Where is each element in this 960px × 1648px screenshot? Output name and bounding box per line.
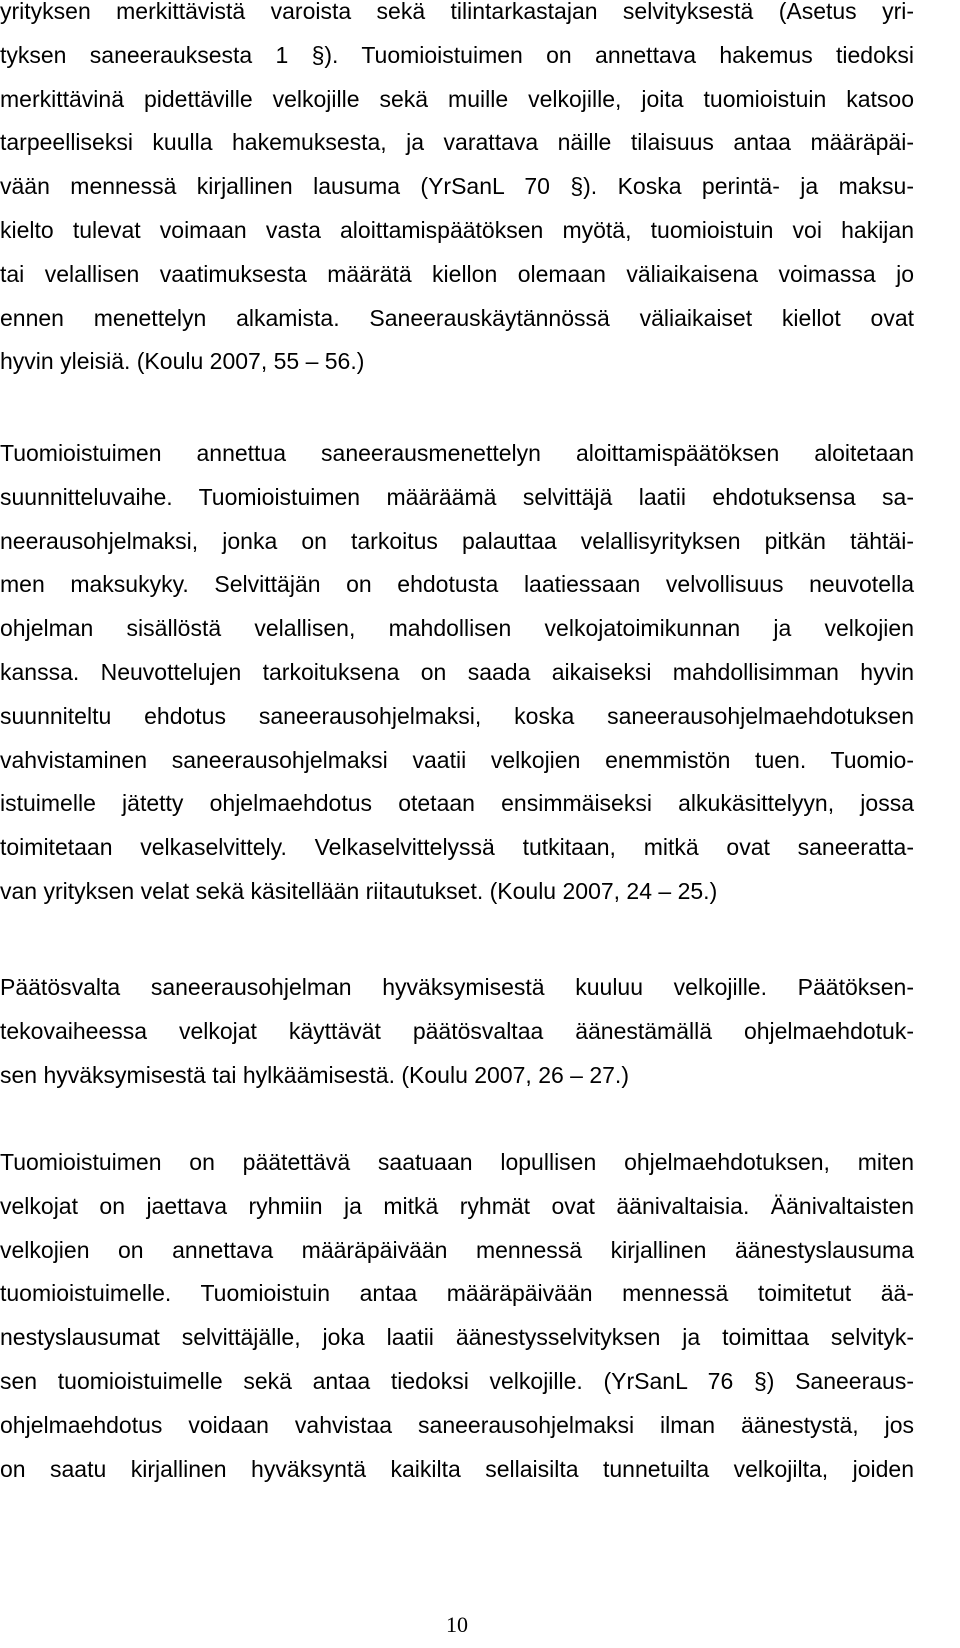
text-line: Tuomioistuimen on päätettävä saatuaan lopullisen ohjelmaehdotuksen, miten xyxy=(0,1149,914,1175)
text-line: kielto tulevat voimaan vasta aloittamispäätöksen myötä, tuomioistuin voi hakijan xyxy=(0,216,914,243)
paragraph-1 xyxy=(0,0,914,384)
text-line: neerausohjelmaksi, jonka on tarkoitus palauttaa velallisyrityksen pitkän tähtäi- xyxy=(0,527,914,554)
text-line: ohjelman sisällöstä velallisen, mahdollisen velkojatoimikunnan ja velkojien xyxy=(0,615,914,642)
text-line: sen tuomioistuimelle sekä antaa tiedoksi velkojille. (YrSanL 76 §) Saneeraus- xyxy=(0,1367,914,1394)
text-line: hyvin yleisiä. (Koulu 2007, 55 – 56.) xyxy=(0,348,365,375)
text-line: on saatu kirjallinen hyväksyntä kaikilta sellaisilta tunnetuilta velkojilta, joiden xyxy=(0,1455,914,1482)
text-line: velkojat on jaettava ryhmiin ja mitkä ryhmät ovat äänivaltaisia. Äänivaltaisten xyxy=(0,1192,914,1219)
paragraph-3 xyxy=(0,966,914,1097)
text-line: yrityksen merkittävistä varoista sekä tilintarkastajan selvityksestä (Asetus yri- xyxy=(0,0,914,24)
text-line: van yrityksen velat sekä käsitellään riitautukset. (Koulu 2007, 24 – 25.) xyxy=(0,877,718,904)
text-line: toimitetaan velkaselvittely. Velkaselvittelyssä tutkitaan, mitkä ovat saneeratta- xyxy=(0,834,914,861)
text-line: vään mennessä kirjallinen lausuma (YrSanL 70 §). Koska perintä- ja maksu- xyxy=(0,173,914,200)
text-line: merkittävinä pidettäville velkojille sekä muille velkojille, joita tuomioistuin katsoo xyxy=(0,85,914,112)
text-line: suunnitteluvaihe. Tuomioistuimen määräämä selvittäjä laatii ehdotuksensa sa- xyxy=(0,483,914,510)
text-line: istuimelle jätetty ohjelmaehdotus otetaan ensimmäiseksi alkukäsittelyyn, jossa xyxy=(0,790,914,817)
text-line: tyksen saneerauksesta 1 §). Tuomioistuimen on annettava hakemus tiedoksi xyxy=(0,41,914,68)
text-line: nestyslausumat selvittäjälle, joka laatii äänestysselvityksen ja toimittaa selvityk- xyxy=(0,1324,914,1351)
text-line: tai velallisen vaatimuksesta määrätä kiellon olemaan väliaikaisena voimassa jo xyxy=(0,260,914,287)
paragraph-4 xyxy=(0,1141,914,1491)
text-line: ohjelmaehdotus voidaan vahvistaa saneerausohjelmaksi ilman äänestystä, jos xyxy=(0,1411,914,1438)
text-line: tuomioistuimelle. Tuomioistuin antaa määräpäivään mennessä toimitetut ää- xyxy=(0,1280,914,1307)
text-line: Päätösvalta saneerausohjelman hyväksymisestä kuuluu velkojille. Päätöksen- xyxy=(0,974,914,1000)
paragraph-2 xyxy=(0,432,914,914)
text-line: Tuomioistuimen annettua saneerausmenettelyn aloittamispäätöksen aloitetaan xyxy=(0,440,914,466)
text-line: suunniteltu ehdotus saneerausohjelmaksi, koska saneerausohjelmaehdotuksen xyxy=(0,702,914,729)
text-line: velkojien on annettava määräpäivään mennessä kirjallinen äänestyslausuma xyxy=(0,1236,914,1263)
text-line: men maksukyky. Selvittäjän on ehdotusta laatiessaan velvollisuus neuvotella xyxy=(0,571,914,598)
text-line: kanssa. Neuvottelujen tarkoituksena on saada aikaiseksi mahdollisimman hyvin xyxy=(0,658,914,685)
page-number: 10 xyxy=(446,1612,468,1637)
text-line: tarpeelliseksi kuulla hakemuksesta, ja varattava näille tilaisuus antaa määräpäi- xyxy=(0,129,914,156)
text-line: ennen menettelyn alkamista. Saneerauskäytännössä väliaikaiset kiellot ovat xyxy=(0,304,914,331)
text-line: tekovaiheessa velkojat käyttävät päätösvaltaa äänestämällä ohjelmaehdotuk- xyxy=(0,1017,914,1044)
text-line: vahvistaminen saneerausohjelmaksi vaatii velkojien enemmistön tuen. Tuomio- xyxy=(0,746,914,773)
text-line: sen hyväksymisestä tai hylkäämisestä. (Koulu 2007, 26 – 27.) xyxy=(0,1061,629,1088)
